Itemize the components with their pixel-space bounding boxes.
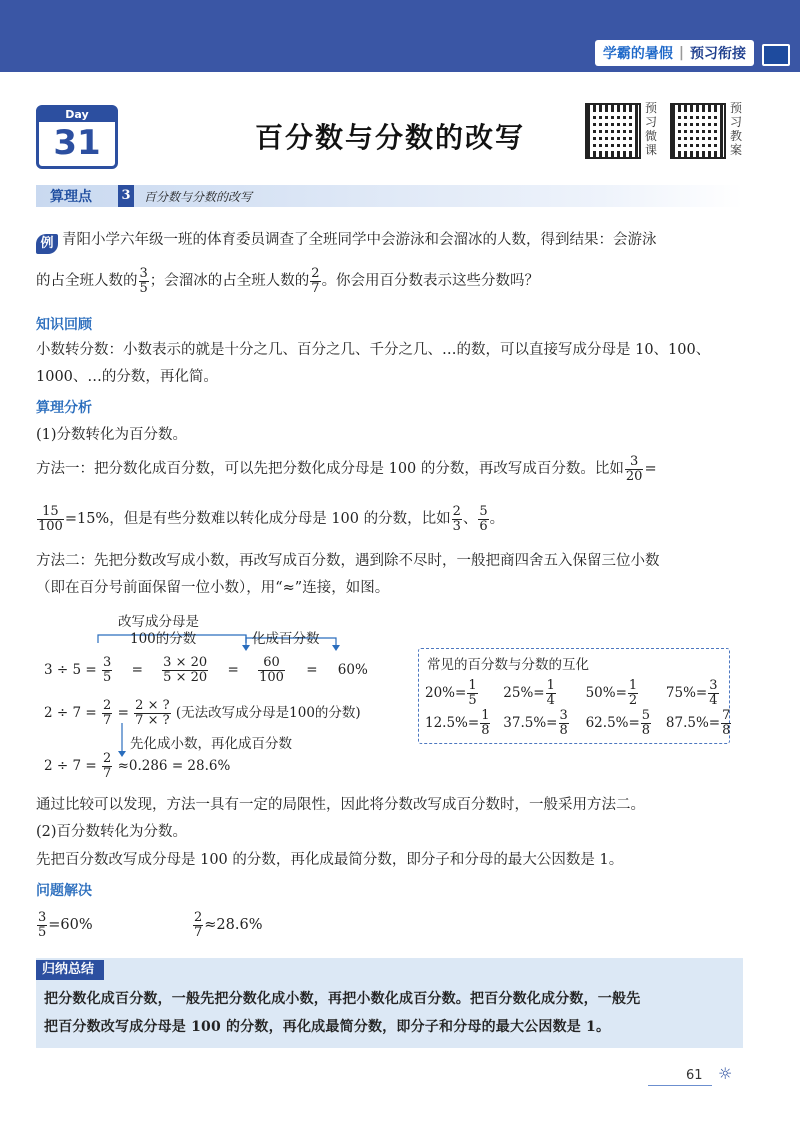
- analysis-part-2: (2)百分数转化为分数。: [36, 824, 188, 840]
- page-number: 61: [686, 1068, 703, 1083]
- note-percent: 化成百分数: [252, 631, 320, 647]
- example-line-2: 的占全班人数的 $\frac{3}{5}$ ；会溜冰的占全班人数的 $\frac{2}{7}$ 。你会用百分数表示这些分数吗？: [36, 265, 540, 296]
- method-2-line-2: （即在百分号前面保留一位小数），用“≈”连接，如图。: [36, 580, 390, 596]
- common-row-1: 20%= $\frac{1}{5}$ 25%= $\frac{1}{4}$ 50%= $\frac{1}{2}$ 75%= $\frac{3}{4}$: [425, 678, 718, 708]
- fraction: $\frac{3}{20}$: [625, 453, 643, 484]
- review-line-2: 1000、…的分数，再化简。: [36, 369, 218, 385]
- solve-heading: 问题解决: [36, 883, 92, 899]
- fraction: $\frac{2}{7}$: [311, 265, 320, 296]
- day-badge: [36, 105, 118, 169]
- fraction: $\frac{3}{5}$: [139, 265, 148, 296]
- qr-code-icon[interactable]: [670, 103, 726, 159]
- review-line-1: 小数转分数：小数表示的就是十分之几、百分之几、千分之几、…的数，可以直接写成分母是 10、100、: [36, 342, 711, 358]
- section-title: 百分数与分数的改写: [144, 190, 253, 204]
- diagram-row-2: 2 ÷ 7 = $\frac{2}{7}$ = $\frac{2 \times ?}{7 \times ?}$ (无法改写成分母是100的分数): [44, 698, 361, 728]
- section-tag: 算理点: [50, 189, 92, 205]
- common-heading: 常见的百分数与分数的互化: [427, 657, 589, 673]
- summary-line-2: 把百分数改写成分母是 100 的分数，再化成最简分数，即分子和分母的最大公因数是 1。: [44, 1019, 611, 1035]
- series-subtitle: 预习衔接: [690, 46, 746, 62]
- note-rewrite-2: 100的分数: [130, 631, 197, 647]
- summary-line-1: 把分数化成百分数，一般先把分数化成小数，再把小数化成百分数。把百分数化成分数，一般先: [44, 991, 641, 1007]
- day-number: 31: [53, 123, 101, 163]
- header-bar: [0, 0, 800, 72]
- series-name: 学霸的暑假: [602, 46, 673, 62]
- fraction: $\frac{5}{6}$: [479, 503, 488, 534]
- method-2-line-1: 方法二：先把分数改写成小数，再改写成百分数，遇到除不尽时，一般把商四舍五入保留三位小数: [36, 553, 660, 569]
- summary-box: [36, 958, 743, 1048]
- diagram-row-3: 2 ÷ 7 = $\frac{2}{7}$ ≈0.286 = 28.6%: [44, 751, 231, 781]
- part-2-text: 先把百分数改写成分母是 100 的分数，再化成最简分数，即分子和分母的最大公因数是 1。: [36, 852, 624, 868]
- method-1-line-2: $\frac{15}{100}$ =15%，但是有些分数难以转化成分母是 100 的分数，比如 $\frac{2}{3}$ 、 $\frac{5}{6}$ 。: [38, 503, 505, 534]
- page-title: 百分数与分数的改写: [255, 121, 526, 154]
- qr-label-preview-video: 预习微课: [645, 101, 658, 157]
- series-divider: |: [678, 45, 684, 61]
- method-1-line-1: 方法一：把分数化成百分数，可以先把分数化成分母是 100 的分数，再改写成百分数。比如 $\frac{3}{20}$ =: [36, 453, 657, 484]
- example-badge: 例: [36, 234, 58, 254]
- page-divider: [648, 1085, 712, 1086]
- solve-answer-1: $\frac{3}{5}$ =60%: [38, 909, 93, 940]
- fraction: $\frac{2}{3}$: [452, 503, 461, 534]
- book-icon: [762, 44, 790, 66]
- example-line-1: 例 青阳小学六年级一班的体育委员调查了全班同学中会游泳和会溜冰的人数，得到结果：会游泳: [36, 230, 657, 254]
- fraction: $\frac{15}{100}$: [38, 503, 63, 534]
- diagram-sub-note: 先化成小数，再化成百分数: [130, 736, 292, 752]
- series-label: [595, 40, 754, 66]
- solve-answer-2: $\frac{2}{7}$ ≈28.6%: [194, 909, 263, 940]
- review-heading: 知识回顾: [36, 317, 92, 333]
- section-number: 3: [118, 185, 134, 207]
- diagram-row-1: 3 ÷ 5 = $\frac{3}{5}$ = $\frac{3 \times 20}{5 \times 20}$ = $\frac{60}{100}$ = 60%: [44, 655, 368, 685]
- summary-tag: 归纳总结: [36, 960, 104, 980]
- day-label: Day: [39, 108, 115, 122]
- analysis-heading: 算理分析: [36, 400, 92, 416]
- compare-text: 通过比较可以发现，方法一具有一定的局限性，因此将分数改写成百分数时，一般采用方法二。: [36, 797, 645, 813]
- note-rewrite: 改写成分母是: [118, 614, 199, 630]
- sun-icon: ☼: [718, 1064, 733, 1083]
- common-row-2: 12.5%= $\frac{1}{8}$ 37.5%= $\frac{3}{8}$ 62.5%= $\frac{5}{8}$ 87.5%= $\frac{7}{8}$: [425, 708, 731, 738]
- qr-code-icon[interactable]: [585, 103, 641, 159]
- section-band: [36, 185, 743, 207]
- common-conversions-box: [418, 648, 730, 744]
- analysis-part-1: (1)分数转化为百分数。: [36, 427, 188, 443]
- qr-label-preview-plan: 预习教案: [730, 101, 743, 157]
